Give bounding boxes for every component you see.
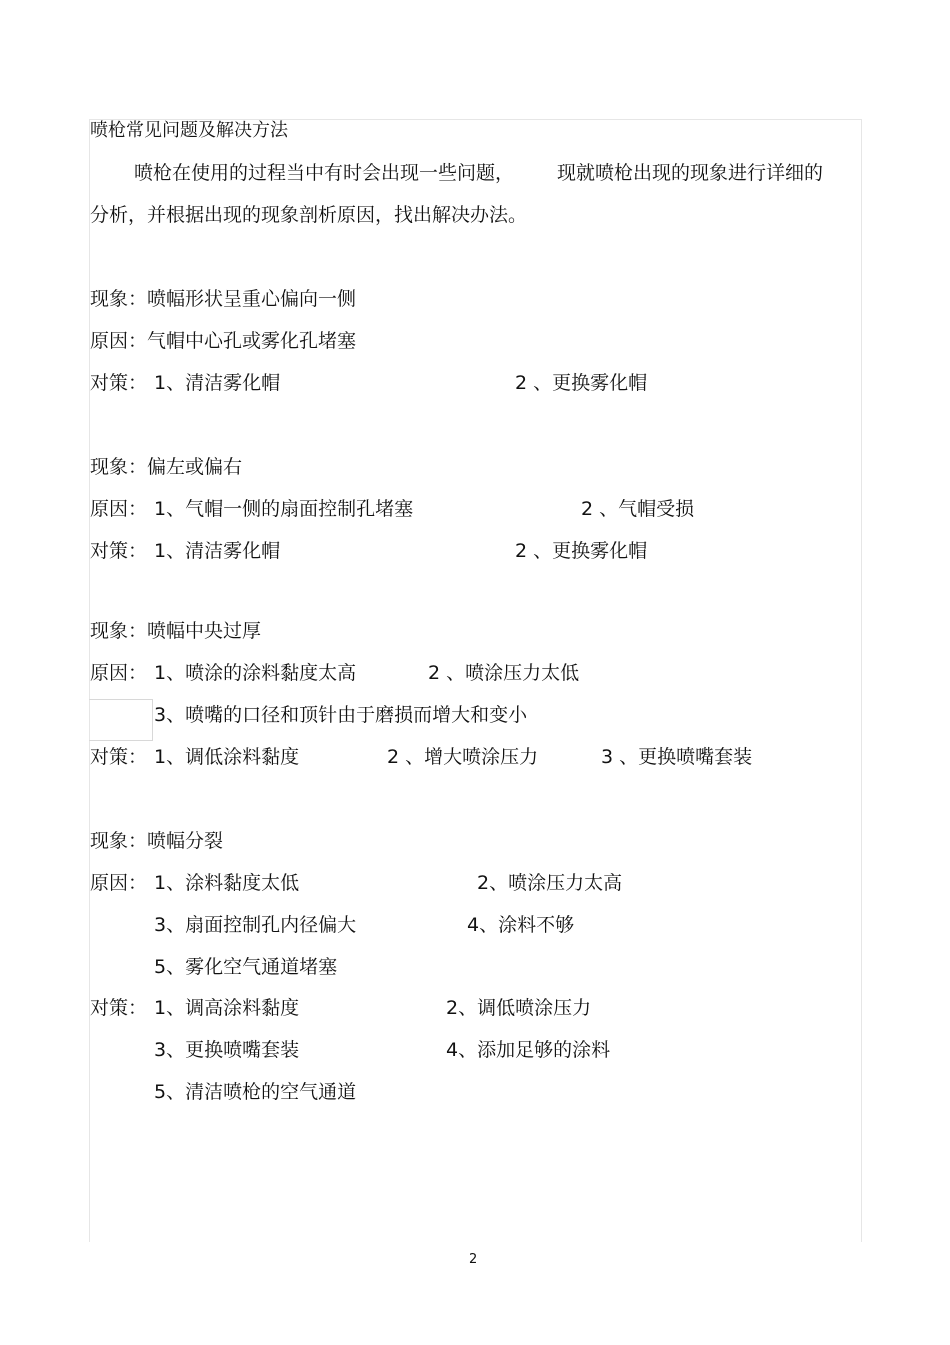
section-3-measure-label: 对策：	[90, 746, 148, 768]
section-4-measure-1: 1、调高涂料黏度	[154, 997, 300, 1019]
section-2-measure-2: 2 、更换雾化帽	[515, 540, 648, 562]
section-3-measure-3: 3 、更换喷嘴套装	[601, 746, 753, 768]
intro-line-1b: 现就喷枪出现的现象进行详细的	[557, 162, 824, 184]
section-3-measure-2: 2 、增大喷涂压力	[387, 746, 539, 768]
table-cell-mark	[89, 699, 153, 741]
section-4-phenomenon: 现象：喷幅分裂	[90, 830, 224, 852]
section-4-cause-2: 2、喷涂压力太高	[477, 872, 623, 894]
document-title: 喷枪常见问题及解决方法	[90, 120, 288, 141]
section-1-measure-2: 2 、更换雾化帽	[515, 372, 648, 394]
section-2-measure-label: 对策：	[90, 540, 148, 562]
section-1-cause: 原因：气帽中心孔或雾化孔堵塞	[90, 330, 357, 352]
section-4-cause-5: 5、雾化空气通道堵塞	[154, 956, 338, 978]
section-2-phenomenon: 现象：偏左或偏右	[90, 456, 243, 478]
section-4-measure-2: 2、调低喷涂压力	[446, 997, 592, 1019]
section-3-cause-3: 3、喷嘴的口径和顶针由于磨损而增大和变小	[154, 704, 528, 726]
section-1-measure-1: 1、清洁雾化帽	[154, 372, 281, 394]
section-2-measure-1: 1、清洁雾化帽	[154, 540, 281, 562]
section-3-cause-1: 1、喷涂的涂料黏度太高	[154, 662, 357, 684]
section-2-cause-label: 原因：	[90, 498, 148, 520]
section-3-cause-2: 2 、喷涂压力太低	[428, 662, 580, 684]
section-4-measure-5: 5、清洁喷枪的空气通道	[154, 1081, 357, 1103]
section-1-phenomenon: 现象：喷幅形状呈重心偏向一侧	[90, 288, 357, 310]
section-3-cause-label: 原因：	[90, 662, 148, 684]
section-4-cause-4: 4、涂料不够	[467, 914, 575, 936]
section-4-cause-label: 原因：	[90, 872, 148, 894]
page-frame-right	[861, 119, 862, 1242]
section-2-cause-1: 1、气帽一侧的扇面控制孔堵塞	[154, 498, 414, 520]
intro-line-1a: 喷枪在使用的过程当中有时会出现一些问题，	[134, 162, 515, 184]
section-4-cause-3: 3、扇面控制孔内径偏大	[154, 914, 357, 936]
section-4-measure-label: 对策：	[90, 997, 148, 1019]
section-1-measure-label: 对策：	[90, 372, 148, 394]
section-3-measure-1: 1、调低涂料黏度	[154, 746, 300, 768]
section-2-cause-2: 2 、气帽受损	[581, 498, 695, 520]
page-number: 2	[469, 1252, 478, 1267]
intro-line-2: 分析，并根据出现的现象剖析原因，找出解决办法。	[90, 204, 528, 226]
section-3-phenomenon: 现象：喷幅中央过厚	[90, 620, 262, 642]
section-4-cause-1: 1、涂料黏度太低	[154, 872, 300, 894]
section-4-measure-4: 4、添加足够的涂料	[446, 1039, 611, 1061]
section-4-measure-3: 3、更换喷嘴套装	[154, 1039, 300, 1061]
